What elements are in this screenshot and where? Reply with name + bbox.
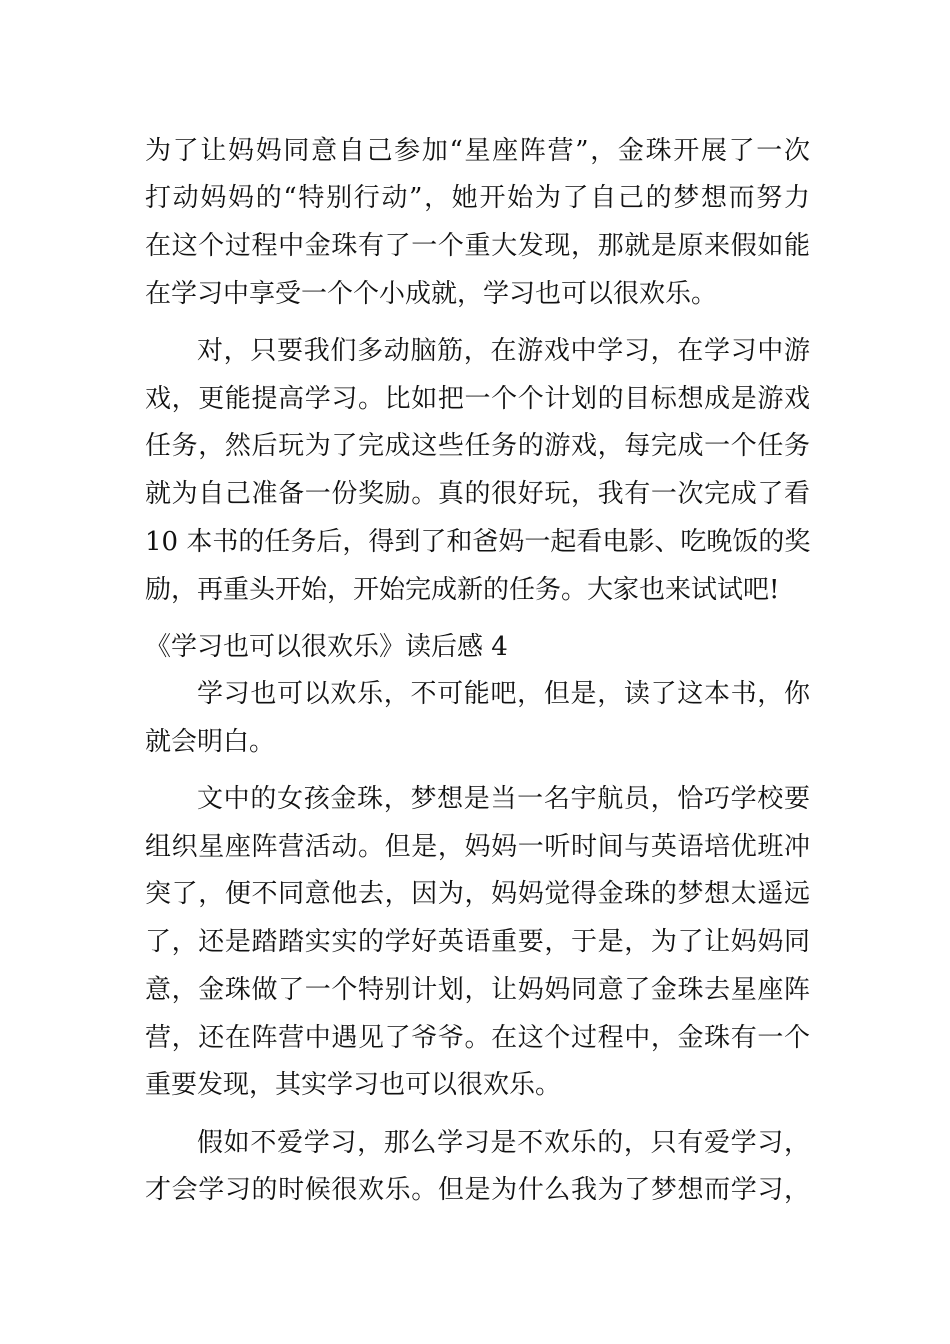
- section-heading: 《学习也可以很欢乐》读后感 4: [145, 632, 508, 662]
- text-line: 打动妈妈的“特别行动”，她开始为了自己的梦想而努力: [145, 183, 810, 213]
- text-line: 假如不爱学习，那么学习是不欢乐的，只有爱学习，: [197, 1128, 810, 1158]
- text-line: 10 本书的任务后，得到了和爸妈一起看电影、吃晚饭的奖: [145, 527, 811, 557]
- text-line: 突了，便不同意他去，因为，妈妈觉得金珠的梦想太遥远: [145, 879, 810, 909]
- text-line: 就为自己准备一份奖励。真的很好玩，我有一次完成了看: [145, 479, 810, 509]
- text-line: 意，金珠做了一个特别计划，让妈妈同意了金珠去星座阵: [145, 975, 810, 1005]
- text-line: 对，只要我们多动脑筋，在游戏中学习，在学习中游: [197, 336, 810, 366]
- text-line: 励，再重头开始，开始完成新的任务。大家也来试试吧!: [145, 575, 780, 605]
- text-line: 文中的女孩金珠，梦想是当一名宇航员，恰巧学校要: [197, 784, 810, 814]
- text-line: 在这个过程中金珠有了一个重大发现，那就是原来假如能: [145, 231, 810, 261]
- text-line: 为了让妈妈同意自己参加“星座阵营”，金珠开展了一次: [145, 136, 810, 166]
- text-line: 重要发现，其实学习也可以很欢乐。: [145, 1070, 562, 1100]
- text-line: 组织星座阵营活动。但是，妈妈一听时间与英语培优班冲: [145, 832, 810, 862]
- text-line: 学习也可以欢乐，不可能吧，但是，读了这本书，你: [197, 679, 810, 709]
- text-line: 营，还在阵营中遇见了爷爷。在这个过程中，金珠有一个: [145, 1023, 810, 1053]
- text-line: 才会学习的时候很欢乐。但是为什么我为了梦想而学习，: [145, 1175, 810, 1205]
- text-line: 就会明白。: [145, 727, 276, 757]
- text-line: 任务，然后玩为了完成这些任务的游戏，每完成一个任务: [145, 431, 810, 461]
- text-line: 在学习中享受一个个小成就，学习也可以很欢乐。: [145, 279, 718, 309]
- text-line: 戏，更能提高学习。比如把一个个计划的目标想成是游戏: [145, 384, 810, 414]
- text-line: 了，还是踏踏实实的学好英语重要，于是，为了让妈妈同: [145, 927, 810, 957]
